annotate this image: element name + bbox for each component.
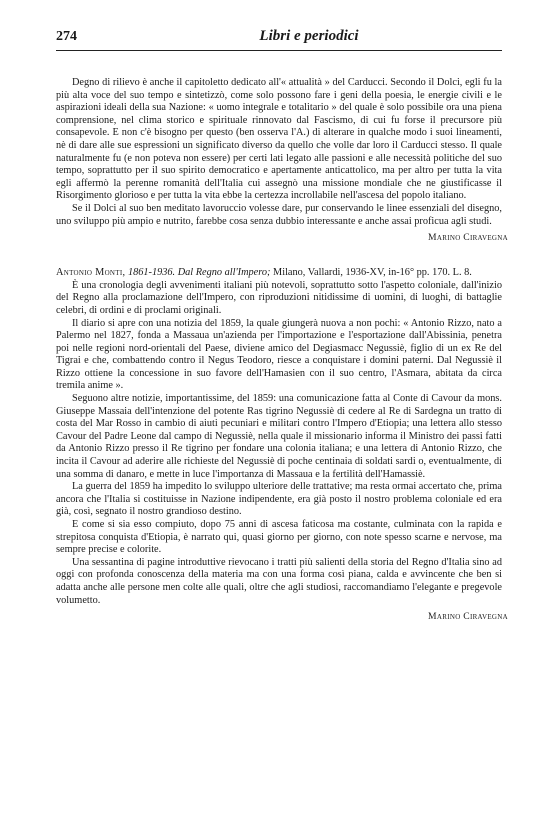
review-2-paragraph: Il diario si apre con una notizia del 1859, la quale giungerà nuova a non pochi: « Antonio Rizzo, nato a Palermo nel 1827, fonda a Massaua un'azienda per l'importazione e l'esportazione dall'Abissinia, penetra poi nelle regioni nord-orientali del Paese, diviene amico del Degiasmacc Negussiè, figlio di un ex Re del Tigrai e che, combattendo contro il Negus Teodoro, riesce a conquistare i domini paterni. Dal Negussiè il Rizzo ottiene la concessione in suo favore dell'Hamasien con il suo centro, l'Asmara, abitata da circa tremila anime ».	[56, 317, 502, 392]
review-2-paragraph: È una cronologia degli avvenimenti italiani più notevoli, soprattutto sotto l'aspetto coloniale, dall'inizio del Regno alla proclamazione dell'Impero, con riproduzioni nitidissime di uomini, di luoghi, di battaglie celebri, di ordini e di proclami originali.	[56, 279, 502, 316]
page-number: 274	[56, 29, 77, 44]
review-2-paragraph: E come si sia esso compiuto, dopo 75 anni di ascesa faticosa ma costante, culminata con la rapida e strepitosa conquista d'Etiopia, è narrato qui, quasi giorno per giorno, con note spesso scarne e nervose, ma sempre precise e colorite.	[56, 519, 502, 556]
review-2-paragraph: La guerra del 1859 ha impedito lo sviluppo ulteriore delle trattative; ma resta ormai accertato che, prima ancora che l'Italia si costituisse in Nazione indipendente, era già posto il nostro problema coloniale ed era già, così, segnato il nostro grandioso destino.	[56, 481, 502, 518]
page	[56, 28, 508, 623]
bibliographic-entry	[56, 267, 502, 280]
running-header	[56, 28, 502, 46]
entry-author: Antonio Monti,	[56, 267, 126, 279]
header-rule	[56, 50, 502, 51]
review-2-paragraph: Una sessantina di pagine introduttive rievocano i tratti più salienti della storia del Regno d'Italia sino ad oggi con profonda conoscenza della materia ma con una forma così piana, calda e avvincente che ben si adatta anche alle persone men colte alle quali, oltre che agli studiosi, raccomandiamo l'elegante e pregevole volumetto.	[56, 556, 502, 606]
review-1-signature: Marino Ciravegna	[428, 232, 508, 244]
review-1-paragraph: Degno di rilievo è anche il capitoletto dedicato all'« attualità » del Carducci. Secondo il Dolci, egli fu la più alta voce del suo tempo e sintetizzò, come solo possono fare i geni della poesia, le energie civili e le aspirazioni ideali della sua Nazione: « uomo integrale e totalitario » del quale è solo possibile ora una piena comprensione, nel clima storico e spirituale rinnovato dal Fascismo, di cui fu forse il precursore più consapevole. E non c'è bisogno per questo (ben osserva l'A.) di alterare in qualche modo i suoi lineamenti, nè di dare alle sue espressioni un significato diverso da quello che volle dar loro il Carducci stesso. Il quale naturalmente fu (e non poteva non essere) per certi lati legato alle passioni e alle necessità politiche del suo tempo, soprattutto per il suo spirito democratico e apertamente anticattolico, ma per altro per tutta la vita egli affermò la perenne romanità dell'Italia cui assegnò una missione mondiale che ne giustificasse il Risorgimento glorioso e per tutta la vita ebbe la certezza incrollabile nell'ascesa del popolo italiano.	[56, 77, 502, 202]
review-2-signature: Marino Ciravegna	[428, 611, 508, 623]
running-title: Libri e periodici	[259, 28, 359, 44]
entry-publication: Milano, Vallardi, 1936-XV, in-16° pp. 170. L. 8.	[273, 267, 472, 279]
review-1	[56, 77, 508, 244]
review-2	[56, 267, 508, 623]
entry-title: 1861-1936. Dal Regno all'Impero;	[127, 267, 271, 279]
review-1-paragraph: Se il Dolci al suo ben meditato lavoruccio volesse dare, pur conservando le linee essenziali del disegno, uno sviluppo più ampio e nutrito, farebbe cosa senza dubbio interessante e anche assai proficua agli studi.	[56, 202, 502, 227]
review-2-paragraph: Seguono altre notizie, importantissime, del 1859: una comunicazione fatta al Conte di Cavour da mons. Giuseppe Massaia dell'intenzione del potente Ras tigrino Negussiè di cedere al Re di Sardegna un tratto di costa del Mar Rosso in cambio di aiuti pecuniari e militari contro l'Impero d'Etiopia; una lettera allo stesso Cavour del Padre Leone dal campo di Negussiè, nella quale il missionario informa il Ministro dei passi fatti da Antonio Rizzo presso il Re tigrino per fondare una colonia italiana; e una lettera di Antonio Rizzo, che incita il Cavour ad aderire alle richieste del Negussiè di poche centinaia di soldati sardi o, eventualmente, di una somma di danaro, e mette in luce l'importanza di Massaua e la fertilità dell'Hamassiè.	[56, 393, 502, 480]
